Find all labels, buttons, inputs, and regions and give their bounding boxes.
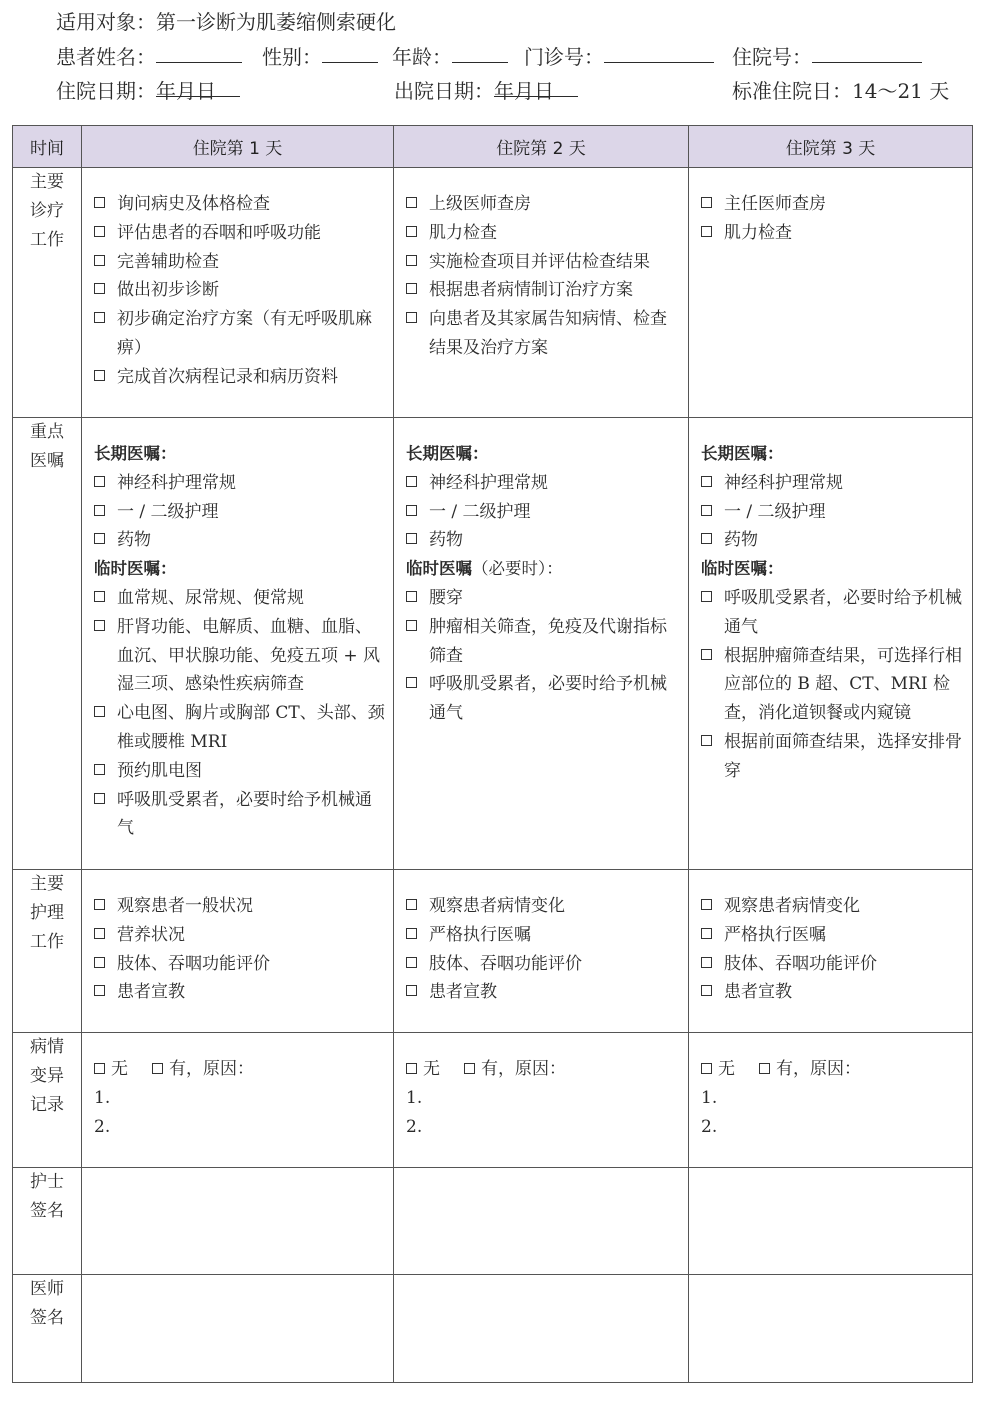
checkbox-icon[interactable]	[94, 591, 105, 602]
checklist-item[interactable]	[406, 950, 680, 979]
checklist-text: 根据前面筛查结果，选择安排骨穿	[724, 731, 962, 781]
sex-label: 性别：	[262, 45, 322, 69]
variation-reason-1[interactable]: 1.	[701, 1087, 718, 1108]
checklist-item[interactable]	[701, 892, 964, 921]
discharge-year-label: 年	[494, 79, 514, 103]
checklist-item[interactable]	[406, 584, 680, 613]
checklist-text: 完善辅助检查	[117, 251, 219, 272]
checklist-text: 主任医师查房	[724, 194, 826, 214]
checkbox-icon[interactable]	[701, 505, 712, 516]
admit-date-field	[56, 78, 216, 104]
variation-yes-label: 有，原因：	[169, 1059, 254, 1079]
checklist-item[interactable]	[701, 219, 964, 248]
admit-date-label: 住院日期：	[56, 79, 156, 103]
checklist-text: 神经科护理常规	[724, 472, 843, 493]
nurse-sign-day2[interactable]	[394, 1168, 689, 1275]
nursing-day2	[394, 870, 689, 1033]
checkbox-icon[interactable]	[406, 226, 417, 237]
diagnosis-day2	[394, 168, 689, 418]
row-label-line: 医嘱	[30, 451, 64, 471]
table-header-row	[13, 126, 973, 168]
checklist-text: 严格执行医嘱	[429, 924, 531, 945]
row-label-line: 变异	[30, 1066, 64, 1086]
checklist-item[interactable]	[701, 526, 964, 555]
checklist-text: 药物	[429, 530, 463, 551]
doctor-sign-day2[interactable]	[394, 1275, 689, 1383]
variation-yes-label: 有，原因：	[776, 1059, 861, 1079]
col-day1-header: 住院第 1 天	[82, 126, 394, 168]
checklist-text: 做出初步诊断	[117, 280, 219, 301]
checklist-text: 肢体、吞咽功能评价	[429, 953, 582, 974]
checkbox-icon[interactable]	[701, 197, 712, 208]
checkbox-icon[interactable]	[94, 370, 105, 381]
checklist-text: 神经科护理常规	[117, 472, 236, 493]
diagnosis-day3	[689, 168, 973, 418]
checkbox-icon[interactable]	[701, 899, 712, 910]
checkbox-icon[interactable]	[94, 226, 105, 237]
checklist-text: 实施检查项目并评估检查结果	[429, 251, 650, 272]
checkbox-yes-icon[interactable]	[759, 1063, 770, 1074]
checkbox-icon[interactable]	[94, 899, 105, 910]
checkbox-icon[interactable]	[94, 255, 105, 266]
inpatient-no-blank[interactable]	[812, 44, 922, 63]
checkbox-icon[interactable]	[406, 957, 417, 968]
checklist-text: 一 / 二级护理	[429, 501, 531, 522]
discharge-month-label: 月	[514, 79, 534, 103]
checklist-item[interactable]	[406, 892, 680, 921]
variation-reason-1[interactable]: 1.	[94, 1087, 111, 1108]
row-nurse-sign	[13, 1168, 973, 1275]
nursing-day3	[689, 870, 973, 1033]
checkbox-icon[interactable]	[701, 735, 712, 746]
row-label-line: 记录	[30, 1095, 64, 1115]
patient-name-blank[interactable]	[156, 44, 242, 63]
checklist-item[interactable]	[94, 699, 385, 757]
checkbox-icon[interactable]	[94, 533, 105, 544]
checklist-text: 肢体、吞咽功能评价	[117, 953, 270, 974]
checklist-text: 上级医师查房	[429, 194, 531, 214]
variation-choice	[701, 1055, 964, 1084]
checklist-item[interactable]	[406, 248, 680, 277]
checkbox-icon[interactable]	[406, 899, 417, 910]
checklist-item[interactable]	[94, 305, 385, 363]
long-term-orders-heading: 长期医嘱：	[701, 444, 784, 463]
row-label-line: 签名	[30, 1308, 64, 1328]
checkbox-icon[interactable]	[94, 197, 105, 208]
checkbox-icon[interactable]	[94, 764, 105, 775]
row-diagnosis-label	[13, 168, 82, 418]
temporary-orders-label: 临时医嘱	[406, 559, 472, 579]
checkbox-icon[interactable]	[701, 533, 712, 544]
patient-name-field	[56, 44, 156, 70]
checklist-item[interactable]	[701, 584, 964, 642]
checkbox-none-icon[interactable]	[701, 1063, 712, 1074]
header-date-line	[56, 78, 956, 104]
checkbox-yes-icon[interactable]	[464, 1063, 475, 1074]
checklist-item[interactable]	[701, 469, 964, 498]
admit-day-blank[interactable]	[196, 78, 240, 97]
checklist-text: 初步确定治疗方案（有无呼吸肌麻痹）	[117, 309, 372, 358]
checkbox-icon[interactable]	[406, 677, 417, 688]
temporary-orders-note: （必要时）：	[472, 559, 563, 579]
checklist-text: 心电图、胸片或胸部 CT、头部、颈椎或腰椎 MRI	[117, 703, 385, 752]
variation-day2	[394, 1033, 689, 1168]
long-term-orders-heading: 长期医嘱：	[94, 444, 177, 463]
row-label-line: 病情	[30, 1037, 64, 1057]
col-day3-header: 住院第 3 天	[689, 126, 973, 168]
checklist-item[interactable]	[406, 276, 680, 305]
row-label-line: 主要	[30, 172, 64, 192]
checklist-item[interactable]	[406, 978, 680, 1007]
admit-month-label: 月	[176, 79, 196, 103]
checklist-item[interactable]	[94, 613, 385, 699]
checklist-text: 肌力检查	[724, 222, 792, 243]
checklist-item[interactable]	[701, 921, 964, 950]
checkbox-icon[interactable]	[94, 476, 105, 487]
header-patient-line	[56, 44, 956, 70]
checklist-item[interactable]	[406, 670, 680, 728]
target-text: 适用对象：第一诊断为肌萎缩侧索硬化	[56, 10, 396, 34]
checklist-text: 观察患者病情变化	[429, 896, 565, 916]
checklist-item[interactable]	[701, 498, 964, 527]
checklist-text: 药物	[724, 530, 758, 551]
orders-day3	[689, 418, 973, 870]
checkbox-yes-icon[interactable]	[152, 1063, 163, 1074]
variation-day1	[82, 1033, 394, 1168]
variation-reason-2[interactable]: 2.	[406, 1116, 423, 1137]
row-label-line: 医师	[30, 1279, 64, 1299]
checkbox-icon[interactable]	[94, 620, 105, 631]
checklist-text: 一 / 二级护理	[724, 501, 826, 522]
checklist-text: 观察患者病情变化	[724, 896, 860, 916]
checklist-item[interactable]	[94, 757, 385, 786]
checklist-text: 呼吸肌受累者，必要时给予机械通气	[724, 587, 962, 637]
temporary-orders-heading: 临时医嘱：	[701, 559, 784, 579]
checklist-text: 严格执行医嘱	[724, 924, 826, 945]
checklist-text: 预约肌电图	[117, 760, 202, 781]
sex-blank[interactable]	[322, 44, 378, 63]
checklist-text: 神经科护理常规	[429, 472, 548, 493]
checklist-item[interactable]	[94, 469, 385, 498]
nurse-sign-day3[interactable]	[689, 1168, 973, 1275]
orders-day2	[394, 418, 689, 870]
row-nursing-label	[13, 870, 82, 1033]
variation-day3	[689, 1033, 973, 1168]
clinic-no-blank[interactable]	[604, 44, 714, 63]
checkbox-icon[interactable]	[94, 793, 105, 804]
discharge-day-blank[interactable]	[534, 78, 578, 97]
checklist-item[interactable]	[94, 363, 385, 392]
row-variation	[13, 1033, 973, 1168]
inpatient-no-field	[732, 44, 812, 70]
discharge-date-field	[394, 78, 554, 104]
checklist-text: 根据患者病情制订治疗方案	[429, 280, 633, 301]
checkbox-none-icon[interactable]	[406, 1063, 417, 1074]
variation-reason-2[interactable]: 2.	[701, 1116, 718, 1137]
row-nurse-sign-label	[13, 1168, 82, 1275]
checklist-item[interactable]	[94, 892, 385, 921]
discharge-date-label: 出院日期：	[394, 79, 494, 103]
row-orders	[13, 418, 973, 870]
admit-year-label: 年	[156, 79, 176, 103]
checklist-item[interactable]	[94, 248, 385, 277]
checklist-text: 患者宣教	[117, 982, 185, 1003]
checkbox-icon[interactable]	[406, 591, 417, 602]
checklist-item[interactable]	[94, 190, 385, 219]
inpatient-no-label: 住院号：	[732, 45, 812, 69]
checkbox-icon[interactable]	[94, 283, 105, 294]
checkbox-icon[interactable]	[701, 649, 712, 660]
checkbox-icon[interactable]	[406, 283, 417, 294]
checklist-item[interactable]	[94, 526, 385, 555]
variation-yes-label: 有，原因：	[481, 1059, 566, 1079]
row-doctor-sign-label	[13, 1275, 82, 1383]
checkbox-icon[interactable]	[701, 985, 712, 996]
row-label-line: 工作	[30, 932, 64, 952]
row-doctor-sign	[13, 1275, 973, 1383]
row-orders-label	[13, 418, 82, 870]
checklist-text: 根据肿瘤筛查结果，可选择行相应部位的 B 超、CT、MRI 检查，消化道钡餐或内窥镜	[724, 645, 962, 724]
checklist-text: 完成首次病程记录和病历资料	[117, 366, 338, 387]
admit-day-label: 日	[196, 79, 216, 103]
checklist-item[interactable]	[94, 950, 385, 979]
variation-reason-2[interactable]: 2.	[94, 1116, 111, 1137]
row-label-line: 工作	[30, 230, 64, 250]
checklist-text: 肿瘤相关筛查，免疫及代谢指标筛查	[429, 616, 667, 666]
row-label-line: 护士	[30, 1172, 64, 1192]
variation-none-label: 无	[111, 1059, 128, 1079]
checkbox-icon[interactable]	[406, 985, 417, 996]
checkbox-icon[interactable]	[701, 957, 712, 968]
discharge-day-label: 日	[534, 79, 554, 103]
age-blank[interactable]	[452, 44, 508, 63]
row-label-line: 重点	[30, 422, 64, 442]
checkbox-icon[interactable]	[701, 591, 712, 602]
checklist-item[interactable]	[701, 978, 964, 1007]
nursing-day1	[82, 870, 394, 1033]
checklist-item[interactable]	[406, 305, 680, 363]
row-label-line: 护理	[30, 903, 64, 923]
checkbox-icon[interactable]	[406, 620, 417, 631]
checkbox-icon[interactable]	[94, 928, 105, 939]
checkbox-icon[interactable]	[94, 957, 105, 968]
checklist-text: 血常规、尿常规、便常规	[117, 587, 304, 608]
row-label-line: 签名	[30, 1201, 64, 1221]
checklist-item[interactable]	[406, 921, 680, 950]
checklist-item[interactable]	[94, 498, 385, 527]
temporary-orders-heading: 临时医嘱：	[94, 559, 177, 579]
checklist-item[interactable]	[406, 469, 680, 498]
checklist-text: 肝肾功能、电解质、血糖、血脂、血沉、甲状腺功能、免疫五项 + 风湿三项、感染性疾病筛查	[117, 616, 381, 695]
age-label: 年龄：	[392, 45, 452, 69]
diagnosis-day1	[82, 168, 394, 418]
checkbox-icon[interactable]	[406, 928, 417, 939]
doctor-sign-day3[interactable]	[689, 1275, 973, 1383]
checkbox-icon[interactable]	[701, 226, 712, 237]
checklist-item[interactable]	[406, 219, 680, 248]
checkbox-icon[interactable]	[701, 476, 712, 487]
row-label-line: 诊疗	[30, 201, 64, 221]
sex-field	[262, 44, 322, 70]
checklist-text: 向患者及其家属告知病情、检查结果及治疗方案	[429, 309, 667, 358]
orders-day1	[82, 418, 394, 870]
checkbox-icon[interactable]	[406, 476, 417, 487]
checklist-text: 呼吸肌受累者，必要时给予机械通气	[429, 674, 667, 724]
checklist-item[interactable]	[406, 613, 680, 671]
checklist-item[interactable]	[94, 978, 385, 1007]
checklist-text: 腰穿	[429, 587, 463, 608]
checklist-item[interactable]	[94, 921, 385, 950]
temporary-orders-heading	[406, 555, 680, 584]
pathway-table	[12, 125, 973, 1383]
col-time-header: 时间	[13, 126, 82, 168]
checklist-item[interactable]	[94, 276, 385, 305]
long-term-orders-heading: 长期医嘱：	[406, 444, 489, 463]
checklist-text: 评估患者的吞咽和呼吸功能	[117, 222, 321, 243]
row-diagnosis	[13, 168, 973, 418]
doctor-sign-day1[interactable]	[82, 1275, 394, 1383]
checklist-text: 肢体、吞咽功能评价	[724, 953, 877, 974]
checkbox-icon[interactable]	[94, 505, 105, 516]
col-day2-header: 住院第 2 天	[394, 126, 689, 168]
checklist-text: 药物	[117, 530, 151, 551]
variation-reason-1[interactable]: 1.	[406, 1087, 423, 1108]
checkbox-icon[interactable]	[406, 312, 417, 323]
checklist-item[interactable]	[94, 584, 385, 613]
checkbox-none-icon[interactable]	[94, 1063, 105, 1074]
checklist-text: 询问病史及体格检查	[117, 194, 270, 214]
checklist-item[interactable]	[701, 728, 964, 786]
checkbox-icon[interactable]	[406, 197, 417, 208]
checklist-text: 营养状况	[117, 924, 185, 945]
nurse-sign-day1[interactable]	[82, 1168, 394, 1275]
checklist-item[interactable]	[701, 190, 964, 219]
variation-none-label: 无	[423, 1059, 440, 1079]
clinic-no-label: 门诊号：	[524, 45, 604, 69]
checklist-text: 患者宣教	[429, 982, 497, 1003]
checkbox-icon[interactable]	[406, 255, 417, 266]
checklist-text: 肌力检查	[429, 222, 497, 243]
checkbox-icon[interactable]	[406, 533, 417, 544]
checklist-item[interactable]	[94, 786, 385, 844]
checkbox-icon[interactable]	[701, 928, 712, 939]
age-field	[392, 44, 452, 70]
checklist-item[interactable]	[94, 219, 385, 248]
variation-choice	[406, 1055, 680, 1084]
checkbox-icon[interactable]	[94, 312, 105, 323]
row-variation-label	[13, 1033, 82, 1168]
row-label-line: 主要	[30, 874, 64, 894]
checkbox-icon[interactable]	[94, 985, 105, 996]
checklist-item[interactable]	[406, 526, 680, 555]
checklist-item[interactable]	[701, 950, 964, 979]
checkbox-icon[interactable]	[94, 706, 105, 717]
checklist-item[interactable]	[406, 190, 680, 219]
variation-none-label: 无	[718, 1059, 735, 1079]
checklist-item[interactable]	[701, 642, 964, 728]
variation-choice	[94, 1055, 385, 1084]
standard-stay: 标准住院日：14～21 天	[732, 79, 950, 103]
checklist-text: 呼吸肌受累者，必要时给予机械通气	[117, 789, 372, 839]
row-nursing	[13, 870, 973, 1033]
checklist-item[interactable]	[406, 498, 680, 527]
checkbox-icon[interactable]	[406, 505, 417, 516]
clinic-no-field	[524, 44, 604, 70]
patient-name-label: 患者姓名：	[56, 45, 156, 69]
checklist-text: 一 / 二级护理	[117, 501, 219, 522]
checklist-text: 患者宣教	[724, 982, 792, 1003]
checklist-text: 观察患者一般状况	[117, 896, 253, 916]
